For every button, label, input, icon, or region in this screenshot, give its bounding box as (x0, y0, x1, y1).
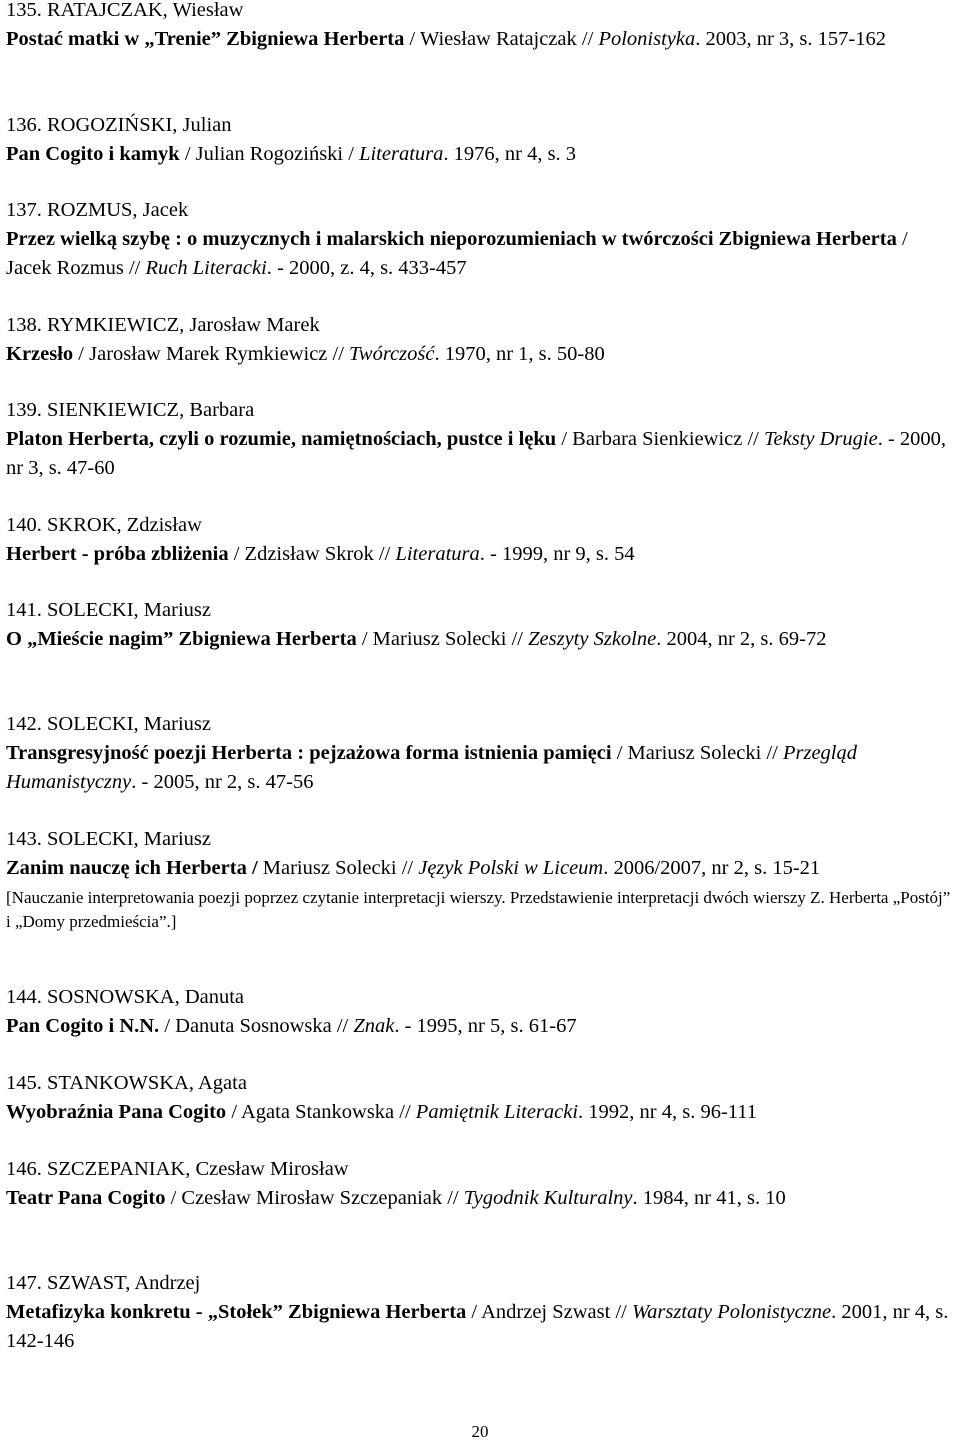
bibliography-entry-141 (6, 596, 954, 654)
entry-citation (6, 1098, 954, 1127)
entry-citation (6, 540, 954, 569)
entry-author: / Zdzisław Skrok // (228, 543, 396, 565)
entry-heading: 138. RYMKIEWICZ, Jarosław Marek (6, 314, 320, 336)
entry-author: / Wiesław Ratajczak // (404, 28, 599, 50)
bibliography-entry-136 (6, 111, 954, 169)
entry-citation (6, 1012, 954, 1041)
entry-journal: Literatura (395, 543, 480, 565)
entry-citation (6, 225, 954, 283)
entry-journal: Warsztaty Polonistyczne (631, 1301, 832, 1323)
entry-journal: Tygodnik Kulturalny (463, 1187, 633, 1209)
entry-title: O „Mieście nagim” Zbigniewa Herberta (6, 628, 357, 650)
entry-author: Mariusz Solecki // (257, 857, 419, 879)
entry-author: / Danuta Sosnowska // (159, 1015, 354, 1037)
entry-details: . 2004, nr 2, s. 69-72 (656, 628, 827, 650)
bibliography-entry-135 (6, 0, 954, 54)
entry-title: Postać matki w „Trenie” Zbigniewa Herberta (6, 28, 405, 50)
bibliography-entry-139 (6, 396, 954, 483)
entry-journal: Znak (353, 1015, 395, 1037)
entry-journal: Teksty Drugie (763, 428, 878, 450)
bibliography-entry-143 (6, 825, 954, 934)
entry-citation (6, 739, 954, 797)
entry-details: . - 1999, nr 9, s. 54 (479, 543, 635, 565)
bibliography-entry-140 (6, 511, 954, 569)
entry-heading: 142. SOLECKI, Mariusz (6, 713, 211, 735)
entry-citation (6, 1298, 954, 1356)
entry-title: Metafizyka konkretu - „Stołek” Zbigniewa Herberta (6, 1301, 467, 1323)
entry-author: / Barbara Sienkiewicz // (556, 428, 764, 450)
entry-details: . - 1995, nr 5, s. 61-67 (394, 1015, 577, 1037)
entry-title: Transgresyjność poezji Herberta : pejzażowa forma istnienia pamięci (6, 742, 612, 764)
entry-details: . 1984, nr 41, s. 10 (632, 1187, 786, 1209)
entry-author: / Andrzej Szwast // (466, 1301, 632, 1323)
entry-journal: Język Polski w Liceum (418, 857, 604, 879)
entry-heading: 139. SIENKIEWICZ, Barbara (6, 399, 255, 421)
entry-title: Platon Herberta, czyli o rozumie, namiętnościach, pustce i lęku (6, 428, 557, 450)
bibliography-entry-138 (6, 311, 954, 369)
entry-details: . 1970, nr 1, s. 50-80 (434, 343, 605, 365)
entry-heading: 140. SKROK, Zdzisław (6, 514, 202, 536)
entry-title: Herbert - próba zbliżenia (6, 543, 229, 565)
entry-title: Krzesło (6, 343, 74, 365)
entry-title: Pan Cogito i N.N. (6, 1015, 160, 1037)
bibliography-entry-137 (6, 196, 954, 283)
entry-journal: Zeszyty Szkolne (528, 628, 657, 650)
bibliography-entry-142 (6, 710, 954, 797)
entry-heading: 146. SZCZEPANIAK, Czesław Mirosław (6, 1158, 349, 1180)
entry-title: Teatr Pana Cogito (6, 1187, 166, 1209)
entry-heading: 135. RATAJCZAK, Wiesław (6, 0, 244, 21)
entry-author: / Mariusz Solecki // (611, 742, 783, 764)
entry-citation (6, 425, 954, 483)
entry-journal: Pamiętnik Literacki (415, 1101, 579, 1123)
entry-note: [Nauczanie interpretowania poezji poprzez czytanie interpretacji wierszy. Przedstawienie interpretacji dwóch wierszy Z. Herberta „Postój” i „Domy przedmieścia”.] (6, 888, 951, 931)
entry-author: / Czesław Mirosław Szczepaniak // (165, 1187, 464, 1209)
entry-author: / Jarosław Marek Rymkiewicz // (73, 343, 350, 365)
entry-heading: 144. SOSNOWSKA, Danuta (6, 986, 245, 1008)
entry-journal: Przegląd Humanistyczny (6, 742, 857, 793)
bibliography-entry-144 (6, 983, 954, 1041)
entry-author: / Mariusz Solecki // (356, 628, 529, 650)
entry-journal: Twórczość (349, 343, 435, 365)
entry-details: . - 2000, nr 3, s. 47-60 (6, 428, 947, 479)
entry-journal: Literatura (359, 143, 444, 165)
bibliography-entry-147 (6, 1269, 954, 1356)
entry-title: Zanim nauczę ich Herberta / (6, 857, 258, 879)
entry-details: . 2003, nr 3, s. 157-162 (695, 28, 886, 50)
entry-title: Przez wielką szybę : o muzycznych i malarskich nieporozumieniach w twórczości Zbigniewa Herberta (6, 228, 897, 250)
page-number: 20 (471, 1422, 489, 1441)
entry-details: . 1976, nr 4, s. 3 (443, 143, 577, 165)
entry-heading: 136. ROGOZIŃSKI, Julian (6, 114, 232, 136)
entry-title: Pan Cogito i kamyk (6, 143, 180, 165)
entry-author: / Agata Stankowska // (226, 1101, 416, 1123)
entry-citation (6, 1184, 954, 1213)
entry-details: . 1992, nr 4, s. 96-111 (578, 1101, 758, 1123)
entry-details: . - 2005, nr 2, s. 47-56 (131, 771, 314, 793)
entry-author: / Jacek Rozmus // (6, 228, 908, 279)
entry-author: / Julian Rogoziński / (179, 143, 360, 165)
entry-details: . - 2000, z. 4, s. 433-457 (266, 257, 467, 279)
entry-citation (6, 140, 954, 169)
entry-citation (6, 340, 954, 369)
entry-heading: 141. SOLECKI, Mariusz (6, 599, 211, 621)
entry-heading: 145. STANKOWSKA, Agata (6, 1072, 247, 1094)
entry-details: . 2001, nr 4, s. 142-146 (6, 1301, 949, 1352)
entry-title: Wyobraźnia Pana Cogito (6, 1101, 227, 1123)
entry-journal: Polonistyka (598, 28, 696, 50)
entry-details: . 2006/2007, nr 2, s. 15-21 (603, 857, 821, 879)
entry-heading: 147. SZWAST, Andrzej (6, 1272, 201, 1294)
entry-heading: 143. SOLECKI, Mariusz (6, 828, 211, 850)
bibliography-entry-146 (6, 1155, 954, 1213)
entry-journal: Ruch Literacki (145, 257, 267, 279)
entry-citation (6, 625, 954, 654)
entry-citation (6, 25, 954, 54)
entry-citation (6, 854, 954, 883)
bibliography-entry-145 (6, 1069, 954, 1127)
entry-heading: 137. ROZMUS, Jacek (6, 199, 189, 221)
